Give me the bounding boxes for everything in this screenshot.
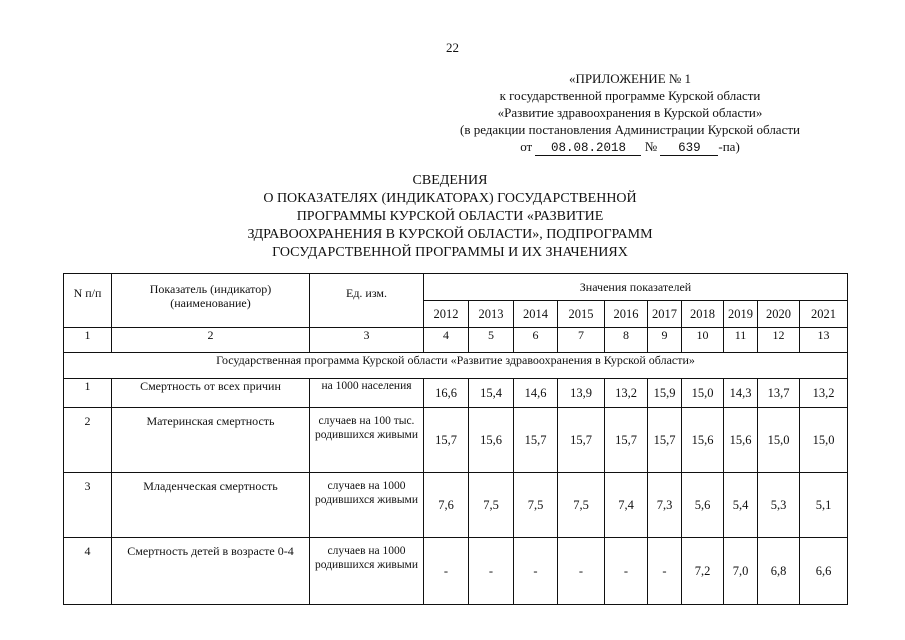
column-number: 3 xyxy=(310,328,424,353)
column-number: 2 xyxy=(112,328,310,353)
appendix-edition-note: (в редакции постановления Администрации Курской области xyxy=(459,122,800,137)
appendix-date-line xyxy=(430,138,830,156)
indicator-value: 15,4 xyxy=(469,379,514,408)
title-line-2: О ПОКАЗАТЕЛЯХ (ИНДИКАТОРАХ) ГОСУДАРСТВЕННОЙ xyxy=(263,191,637,206)
indicator-value: 15,7 xyxy=(514,408,558,473)
column-number: 5 xyxy=(469,328,514,353)
header-num: N п/п xyxy=(64,274,112,328)
column-number: 7 xyxy=(558,328,605,353)
indicator-value: 7,3 xyxy=(648,473,682,538)
indicator-value: 5,3 xyxy=(758,473,800,538)
header-unit: Ед. изм. xyxy=(310,274,424,328)
row-number: 1 xyxy=(64,379,112,408)
column-number: 8 xyxy=(605,328,648,353)
indicator-value: 7,0 xyxy=(724,538,758,605)
indicator-value: 15,6 xyxy=(724,408,758,473)
table-row xyxy=(64,473,848,538)
year-header: 2019 xyxy=(724,301,758,328)
year-header: 2020 xyxy=(758,301,800,328)
year-header: 2012 xyxy=(424,301,469,328)
indicator-value: 5,4 xyxy=(724,473,758,538)
title-line-5: ГОСУДАРСТВЕННОЙ ПРОГРАММЫ И ИХ ЗНАЧЕНИЯХ xyxy=(272,245,628,260)
unit-of-measure: случаев на 100 тыс. родившихся живыми xyxy=(310,408,424,473)
indicator-value: - xyxy=(469,538,514,605)
indicator-value: - xyxy=(605,538,648,605)
indicator-value: 6,6 xyxy=(800,538,848,605)
indicator-value: 15,6 xyxy=(469,408,514,473)
number-label: № xyxy=(644,139,658,154)
row-number: 4 xyxy=(64,538,112,605)
row-number: 3 xyxy=(64,473,112,538)
indicator-value: 15,0 xyxy=(800,408,848,473)
indicator-value: 16,6 xyxy=(424,379,469,408)
document-title xyxy=(150,172,750,262)
indicator-value: 15,7 xyxy=(424,408,469,473)
appendix-program-ref: к государственной программе Курской области xyxy=(499,88,761,103)
decree-suffix: -па) xyxy=(718,139,740,154)
header-row-1 xyxy=(64,274,848,301)
title-line-3: ПРОГРАММЫ КУРСКОЙ ОБЛАСТИ «РАЗВИТИЕ xyxy=(296,209,604,224)
indicator-value: 14,6 xyxy=(514,379,558,408)
unit-of-measure: случаев на 1000 родившихся живыми xyxy=(310,538,424,605)
unit-of-measure: случаев на 1000 родившихся живыми xyxy=(310,473,424,538)
header-values-group: Значения показателей xyxy=(424,274,848,301)
indicator-value: - xyxy=(558,538,605,605)
column-number: 13 xyxy=(800,328,848,353)
indicator-value: 5,1 xyxy=(800,473,848,538)
column-number: 11 xyxy=(724,328,758,353)
date-prefix: от xyxy=(520,139,533,154)
indicators-table xyxy=(63,273,848,605)
page-number: 22 xyxy=(446,40,459,55)
section-row xyxy=(64,353,848,379)
row-number: 2 xyxy=(64,408,112,473)
column-number: 12 xyxy=(758,328,800,353)
title-line-1: СВЕДЕНИЯ xyxy=(412,173,488,188)
table-row xyxy=(64,379,848,408)
year-header: 2018 xyxy=(682,301,724,328)
decree-date: 08.08.2018 xyxy=(535,141,641,156)
indicator-value: - xyxy=(514,538,558,605)
year-header: 2017 xyxy=(648,301,682,328)
indicator-value: 15,7 xyxy=(648,408,682,473)
indicator-value: 7,5 xyxy=(514,473,558,538)
year-header: 2021 xyxy=(800,301,848,328)
year-header: 2013 xyxy=(469,301,514,328)
indicator-value: 15,0 xyxy=(758,408,800,473)
indicator-name: Смертность от всех причин xyxy=(112,379,310,408)
indicator-value: 14,3 xyxy=(724,379,758,408)
table-row xyxy=(64,408,848,473)
indicator-value: 7,4 xyxy=(605,473,648,538)
indicator-value: 15,0 xyxy=(682,379,724,408)
indicator-value: 13,2 xyxy=(800,379,848,408)
indicator-value: 7,6 xyxy=(424,473,469,538)
indicator-value: 6,8 xyxy=(758,538,800,605)
indicator-name: Младенческая смертность xyxy=(112,473,310,538)
appendix-program-name: «Развитие здравоохранения в Курской области» xyxy=(497,105,763,120)
indicator-value: 15,9 xyxy=(648,379,682,408)
indicator-value: 5,6 xyxy=(682,473,724,538)
section-title: Государственная программа Курской области «Развитие здравоохранения в Курской области» xyxy=(64,353,848,379)
title-line-4: ЗДРАВООХРАНЕНИЯ В КУРСКОЙ ОБЛАСТИ», ПОДПРОГРАММ xyxy=(247,227,653,242)
year-header: 2015 xyxy=(558,301,605,328)
indicator-value: 15,7 xyxy=(605,408,648,473)
indicator-value: 7,5 xyxy=(558,473,605,538)
indicator-value: 15,6 xyxy=(682,408,724,473)
indicator-value: - xyxy=(648,538,682,605)
unit-of-measure: на 1000 населения xyxy=(310,379,424,408)
indicator-value: - xyxy=(424,538,469,605)
decree-number: 639 xyxy=(660,141,718,156)
indicator-value: 13,2 xyxy=(605,379,648,408)
indicator-value: 13,7 xyxy=(758,379,800,408)
indicator-value: 7,5 xyxy=(469,473,514,538)
indicator-value: 7,2 xyxy=(682,538,724,605)
year-header: 2014 xyxy=(514,301,558,328)
column-number: 6 xyxy=(514,328,558,353)
header-indicator: Показатель (индикатор) (наименование) xyxy=(112,274,310,328)
column-number-row xyxy=(64,328,848,353)
indicator-name: Смертность детей в возрасте 0-4 xyxy=(112,538,310,605)
column-number: 1 xyxy=(64,328,112,353)
column-number: 4 xyxy=(424,328,469,353)
indicator-value: 15,7 xyxy=(558,408,605,473)
year-header: 2016 xyxy=(605,301,648,328)
appendix-header xyxy=(430,70,830,156)
indicator-value: 13,9 xyxy=(558,379,605,408)
table-row xyxy=(64,538,848,605)
column-number: 10 xyxy=(682,328,724,353)
indicator-name: Материнская смертность xyxy=(112,408,310,473)
appendix-title: «ПРИЛОЖЕНИЕ № 1 xyxy=(568,71,692,86)
column-number: 9 xyxy=(648,328,682,353)
